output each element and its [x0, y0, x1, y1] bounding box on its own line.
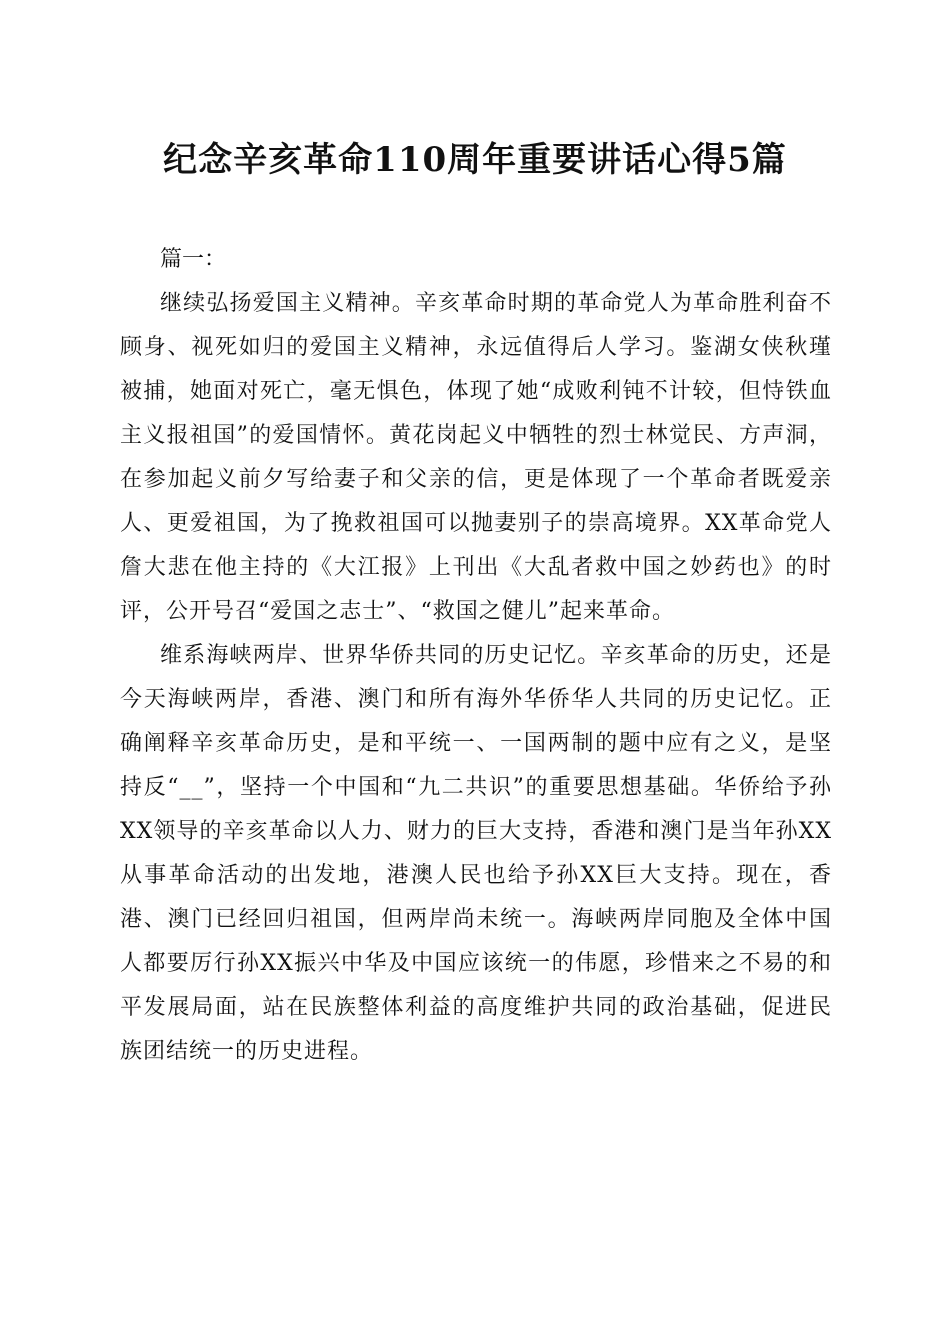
- paragraph-cross-strait: 维系海峡两岸、世界华侨共同的历史记忆。辛亥革命的历史，还是今天海峡两岸，香港、澳门和所有海外华侨华人共同的历史记忆。正确阐释辛亥革命历史，是和平统一、一国两制的题中应有之义，是坚持反“__”，坚持一个中国和“九二共识”的重要思想基础。华侨给予孙XX领导的辛亥革命以人力、财力的巨大支持，香港和澳门是当年孙XX从事革命活动的出发地，港澳人民也给予孙XX巨大支持。现在，香港、澳门已经回归祖国，但两岸尚未统一。海峡两岸同胞及全体中国人都要厉行孙XX振兴中华及中国应该统一的伟愿，珍惜来之不易的和平发展局面，站在民族整体利益的高度维护共同的政治基础，促进民族团结统一的历史进程。: [120, 643, 832, 1064]
- document-title: 纪念辛亥革命110周年重要讲话心得5篇: [163, 140, 787, 180]
- document-body: [120, 238, 832, 1074]
- paragraph-patriotism: 继续弘扬爱国主义精神。辛亥革命时期的革命党人为革命胜利奋不顾身、视死如归的爱国主义精神，永远值得后人学习。鉴湖女侠秋瑾被捕，她面对死亡，毫无惧色，体现了她“成败利钝不计较，但恃铁血主义报祖国”的爱国情怀。黄花岗起义中牺牲的烈士林觉民、方声洞，在参加起义前夕写给妻子和父亲的信，更是体现了一个革命者既爱亲人、更爱祖国，为了挽救祖国可以抛妻别子的崇高境界。XX革命党人詹大悲在他主持的《大江报》上刊出《大乱者救中国之妙药也》的时评，公开号召“爱国之志士”、“救国之健儿”起来革命。: [120, 291, 832, 624]
- section-label: 篇一：: [160, 247, 227, 272]
